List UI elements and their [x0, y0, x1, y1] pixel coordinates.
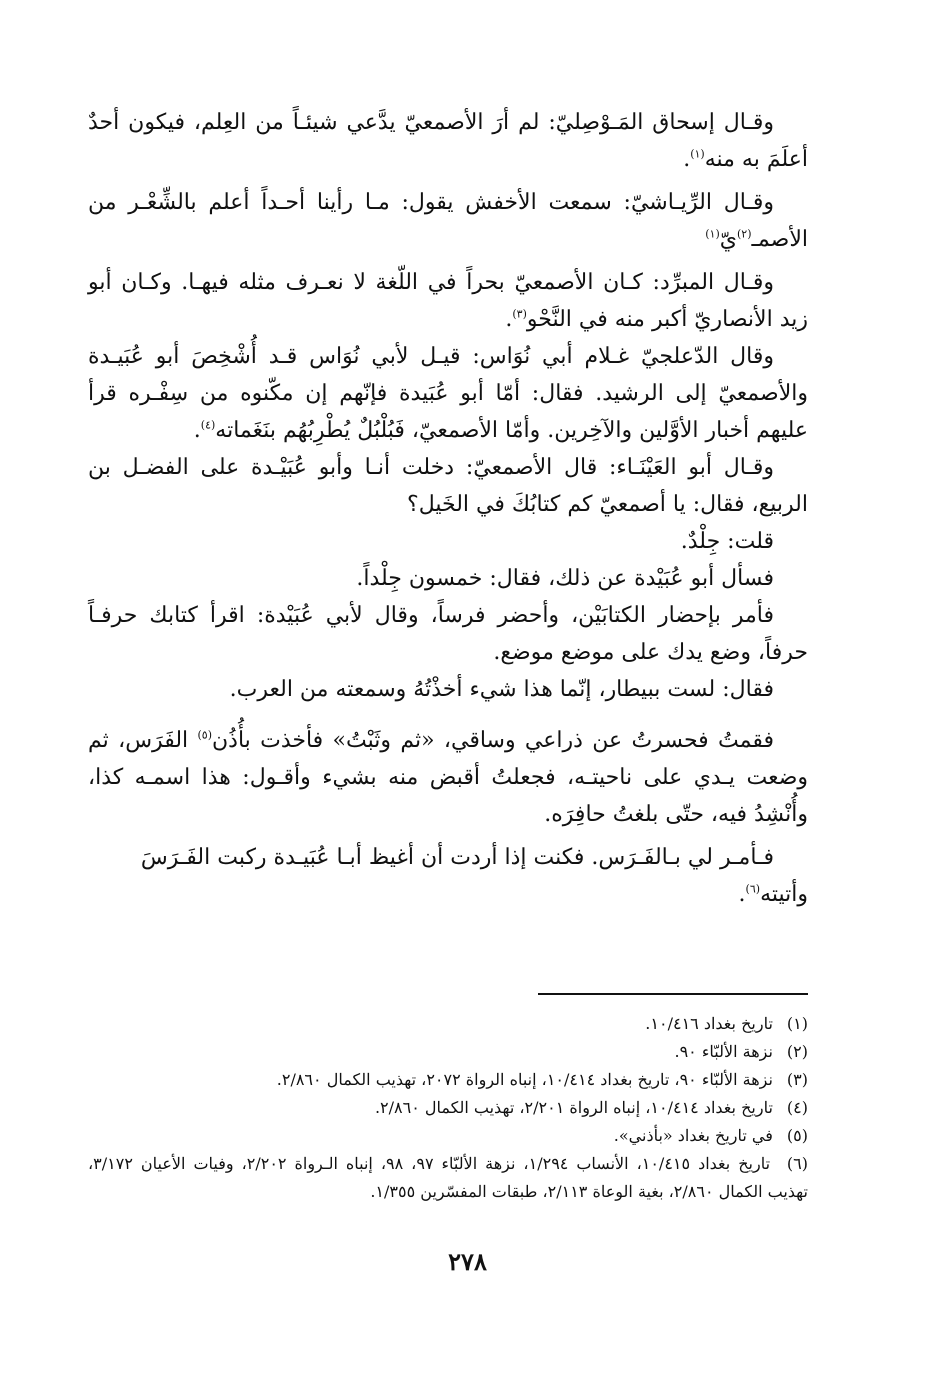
footnote-number: (٢) [786, 1042, 808, 1061]
paragraph-text: فأمر بإحضار الكتابَيْن، وأحضر فرساً، وقال لأبي عُبَيْدة: اقرأ كتابك حرفـاً حرفاً، وضع يدك على موضع موضع. [88, 603, 808, 665]
footnote-number: (٣) [786, 1070, 808, 1089]
paragraph [88, 597, 808, 671]
paragraph [88, 523, 808, 560]
footnote [88, 1010, 808, 1038]
footnote-marker: (٣) [512, 307, 527, 321]
footnote-number: (٥) [786, 1126, 808, 1145]
footnote-number: (١) [786, 1014, 808, 1033]
footnote [88, 1094, 808, 1122]
paragraph [88, 264, 808, 338]
paragraph-text: وقـال أبو العَيْنَـاء: قال الأصمعيّ: دخلت أنـا وأبو عُبَيْـدة على الفضـل بن الربيع، فقال: يا أصمعيّ كم كتابُكَ في الخَيل؟ [88, 455, 808, 517]
paragraph-text: وقـال إسحاق المَـوْصِليّ: لم أرَ الأصمعيّ يدَّعي شيئـاً من العِلم، فيكون أحدٌ أعلَمَ به منه [88, 110, 808, 172]
footnote [88, 1122, 808, 1150]
footnote-marker: (٥) [197, 728, 212, 742]
paragraph [88, 449, 808, 523]
paragraph-tail: . [193, 418, 201, 443]
paragraph-tail: . [683, 147, 691, 172]
page-number: ٢٧٨ [448, 1247, 487, 1276]
footnote-text: تاريخ بغداد ١٠/٤١٤، إنباه الرواة ٢/٢٠١، تهذيب الكمال ٢/٨٦٠. [374, 1098, 773, 1117]
paragraph-text: فقمتُ فحسرتُ عن ذراعي وساقي، «ثم وثَبْتُ» فأخذت بأُذُن [212, 728, 774, 753]
footnote-marker: (٤) [200, 418, 216, 432]
footnote [88, 1066, 808, 1094]
footnote-separator [538, 993, 808, 995]
paragraph-tail: يّ [719, 227, 737, 252]
paragraph [88, 338, 808, 449]
paragraph-text: فقال: لست ببيطار، إنّما هذا شيء أخذْتُهُ وسمعته من العرب. [229, 677, 774, 702]
footnote [88, 1150, 808, 1206]
paragraph-tail: . [505, 307, 513, 332]
paragraph-tail: الفَرَس، ثم وضعت يـدي على ناحيتـه، فجعلتُ أقبض منه بشيء وأقـول: هذا اسمـه كذا، وأُنْشِدُ فيه، حتّى بلغتُ حافِرَه. [88, 728, 808, 827]
paragraph-text: وقـال الرِّيـاشيّ: سمعت الأخفش يقول: مـا رأينا أحـداً أعلم بالشِّعْـر من الأصمـ [88, 190, 808, 252]
footnote-number: (٦) [786, 1154, 809, 1173]
footnote-number: (٤) [786, 1098, 808, 1117]
paragraph-text: فـأمـر لي بـالفَـرَس. فكنت إذا أردت أن أغيظ أبـا عُبَيـدة ركبت الفَـرَسَ وأتيته [140, 845, 808, 907]
paragraph-tail: . [738, 882, 746, 907]
paragraph [88, 722, 808, 833]
footnote-text: تاريخ بغداد ١٠/٤١٦. [645, 1014, 773, 1033]
footnote [88, 1038, 808, 1066]
footnote-marker: (٢) [736, 227, 752, 241]
footnote-text: نزهة الألبّاء ٩٠، تاريخ بغداد ١٠/٤١٤، إنباه الرواة ٢٠٧٢، تهذيب الكمال ٢/٨٦٠. [276, 1070, 773, 1089]
paragraph [88, 104, 808, 178]
footnotes [88, 1010, 808, 1206]
paragraph-text: وقـال المبرِّد: كـان الأصمعيّ بحراً في اللّغة لا نعـرف مثله فيهـا. وكـان أبو زيد الأنصاريّ أكبر منه في النَّحْو [88, 270, 808, 332]
footnote-text: تاريخ بغداد ١٠/٤١٥، الأنساب ١/٢٩٤، نزهة الألبّاء ٩٧، ٩٨، إنباه الـرواة ٢/٢٠٢، وفيات الأعيان ٣/١٧٢، تهذيب الكمال ٢/٨٦٠، بغية الوعاة ٢/١١٣، طبقات المفسّرين ١/٣٥٥. [88, 1154, 808, 1201]
footnote-text: في تاريخ بغداد «بأذني». [613, 1126, 773, 1145]
footnote-marker: (١) [690, 147, 705, 161]
main-text [88, 104, 808, 913]
paragraph-text: وقال الدّعلجيّ غـلام أبي نُوَاس: قيـل لأبي نُوَاس قـد أُشْخِصَ أبو عُبَيـدة والأصمعيّ إلى الرشيد. فقال: أمّا أبو عُبَيدة فإنّهم إن مكّنوه من سِفْـره قرأ عليهم أخبار الأوَّلين والآخِرين. وأمّا الأصمعيّ، فَبُلْبُلٌ يُطْرِبُهُم بنَغَماته [88, 344, 808, 443]
paragraph-text: فسأل أبو عُبَيْدة عن ذلك، فقال: خمسون جِلْداً. [356, 566, 774, 591]
paragraph [88, 560, 808, 597]
footnote-text: نزهة الألبّاء ٩٠. [674, 1042, 773, 1061]
paragraph [88, 671, 808, 708]
paragraph [88, 839, 808, 913]
footnote-marker: (١) [705, 227, 720, 241]
paragraph [88, 184, 808, 258]
footnote-marker: (٦) [745, 882, 761, 896]
paragraph-text: قلت: جِلْدٌ. [680, 529, 774, 554]
